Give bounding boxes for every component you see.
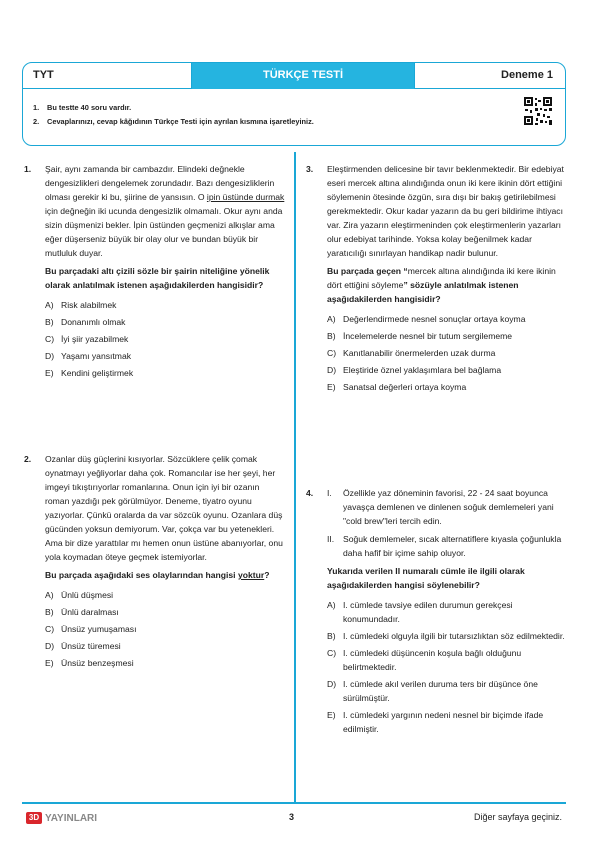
passage: Şair, aynı zamanda bir cambazdır. Elindeki değnekle dengesizlikleri dengelemek zorundadır. Bazı dengesizliklerin olması gerekir ki bu, şiirine de yansısın. O ipin üstünde durmak için değneğin iki ucunda dengesizlik olmamalı. Okur aynı anda sizin düşmenizi bekler. İpin üstünden geçmenizi alkışlar ama eğer düşerseniz büyük bir olay olur ve bundan büyük bir mutluluk duyar. [45,164,285,258]
qr-code-icon [523,96,553,126]
column-divider [294,152,296,804]
statement-ii: II. Soğuk demlemeler, sıcak alternatiflere kıyasla çoğunlukla daha hafif bir içime sahip oluyor. [327,534,562,558]
answer-option-b[interactable]: B) Ünlü daralması [45,607,119,617]
question-stem: Bu parçadaki altı çizili sözle bir şairin niteliğine yönelik olarak anlatılmak istenen aşağıdakilerden hangisidir? [45,266,270,290]
answer-option-d[interactable]: D) I. cümlede akıl verilen duruma ters bir düşünce öne sürülmüştür. [327,679,538,703]
page-number: 3 [289,812,295,822]
question-stem: Bu parçada aşağıdaki ses olaylarından hangisi yoktur? [45,570,270,580]
footer-rule [22,802,566,804]
answer-option-d[interactable]: D) Ünsüz türemesi [45,641,121,651]
passage: Eleştirmenden delicesine bir tavır beklenmektedir. Bir edebiyat eseri mercek altına alındığında onun iki kere ikinin dört ettiğini söylemenin ötesinde özgün, sıra dışı bir bakış getirilebilmesi gerekmektedir. Okur kadar yazarın da bu geri bildirime ihtiyacı var. Zira yazarın eleştirmeninden çok eleştirmenlerin yazarları olur edebiyat tarihinde. Yoksa kolay beğenilmek kadar yaratıcılığı sınırlayan handikap nadir bulunur. [327,164,564,258]
exam-edition: Deneme 1 [501,69,553,81]
question-number: 2. [24,454,32,464]
answer-option-a[interactable]: A) Değerlendirmede nesnel sonuçlar ortaya koyma [327,314,526,324]
question-2 [24,452,286,673]
answer-options [327,598,568,736]
answer-option-a[interactable]: A) I. cümlede tavsiye edilen durumun gerekçesi konumundadır. [327,600,513,624]
answer-option-b[interactable]: B) İncelemelerde nesnel bir tutum sergilememe [327,331,513,341]
answer-option-d[interactable]: D) Eleştiride öznel yaklaşımlara bel bağlama [327,365,502,375]
question-4 [306,486,568,739]
instructions [33,101,314,129]
statement-i: I. Özellikle yaz döneminin favorisi, 22 - 24 saat boyunca yavaşça demlenen ve dinlenen soğuk demlemeleri yani "cold brew"leri tercih edin. [327,488,554,526]
answer-option-a[interactable]: A) Ünlü düşmesi [45,590,114,600]
answer-options [45,298,286,380]
answer-option-e[interactable]: E) Sanatsal değerleri ortaya koyma [327,382,467,392]
question-number: 1. [24,164,32,174]
next-page-note: Diğer sayfaya geçiniz. [473,812,562,822]
test-header-box [22,62,566,146]
answer-options [45,588,286,670]
passage: Ozanlar düş güçlerini kısıyorlar. Sözcüklere çelik çomak oynatmayı yeğliyorlar daha çok. Romancılar ise her şeyi, her imgeyi tıkıştırıyorlar romanlarına. Onun için iyi bir ozanın roman yazdığı pek görülmüyor. Deneme, tiyatro oyunu yazıyorlar. Çünkü oralarda da var sözcük oyunu. Ozanlara düş gücünden yoksun demiyorum. Var, çokça var bu yetenekleri. Ama bir dize yarattılar mı hemen onun üstüne abanıyorlar, onu yola koymadan öteye geçmek istemiyorlar. [45,454,283,562]
answer-option-d[interactable]: D) Yaşamı yansıtmak [45,351,132,361]
answer-option-c[interactable]: C) İyi şiir yazabilmek [45,334,129,344]
answer-option-c[interactable]: C) Kanıtlanabilir önermelerden uzak durma [327,348,496,358]
question-stem: Yukarıda verilen II numaralı cümle ile ilgili olarak aşağıdakilerden hangisi söylenebilir? [327,566,525,590]
question-number: 3. [306,164,314,174]
underlined-phrase: ipin üstünde durmak [206,192,285,202]
instruction-item: 2. Cevaplarınızı, cevap kâğıdının Türkçe Testi için ayrılan kısmına işaretleyiniz. [33,117,314,126]
answer-option-e[interactable]: E) I. cümledeki yargının nedeni nesnel bir biçimde ifade edilmiştir. [327,710,544,734]
question-3 [306,162,568,397]
question-stem: Bu parçada geçen “mercek altına alındığında iki kere ikinin dört ettiğini söyleme” sözüyle anlatılmak istenen aşağıdakilerden hangisidir? [327,266,556,304]
instruction-item: 1. Bu testte 40 soru vardır. [33,103,132,112]
header-bar [23,63,565,89]
exam-type: TYT [33,69,54,81]
question-number: 4. [306,488,314,498]
publisher-logo [26,812,97,824]
answer-option-e[interactable]: E) Ünsüz benzeşmesi [45,658,134,668]
answer-option-c[interactable]: C) I. cümledeki düşüncenin koşula bağlı olduğunu belirtmektedir. [327,648,522,672]
question-1 [24,162,286,383]
answer-option-b[interactable]: B) I. cümledeki olguyla ilgili bir tutarsızlıktan söz edilmektedir. [327,631,565,641]
answer-options [327,312,568,394]
answer-option-e[interactable]: E) Kendini geliştirmek [45,368,134,378]
test-title: TÜRKÇE TESTİ [191,63,415,89]
logo-text: YAYINLARI [45,812,98,824]
logo-mark-icon: 3D [26,812,42,824]
answer-option-a[interactable]: A) Risk alabilmek [45,300,117,310]
answer-option-c[interactable]: C) Ünsüz yumuşaması [45,624,137,634]
answer-option-b[interactable]: B) Donanımlı olmak [45,317,126,327]
